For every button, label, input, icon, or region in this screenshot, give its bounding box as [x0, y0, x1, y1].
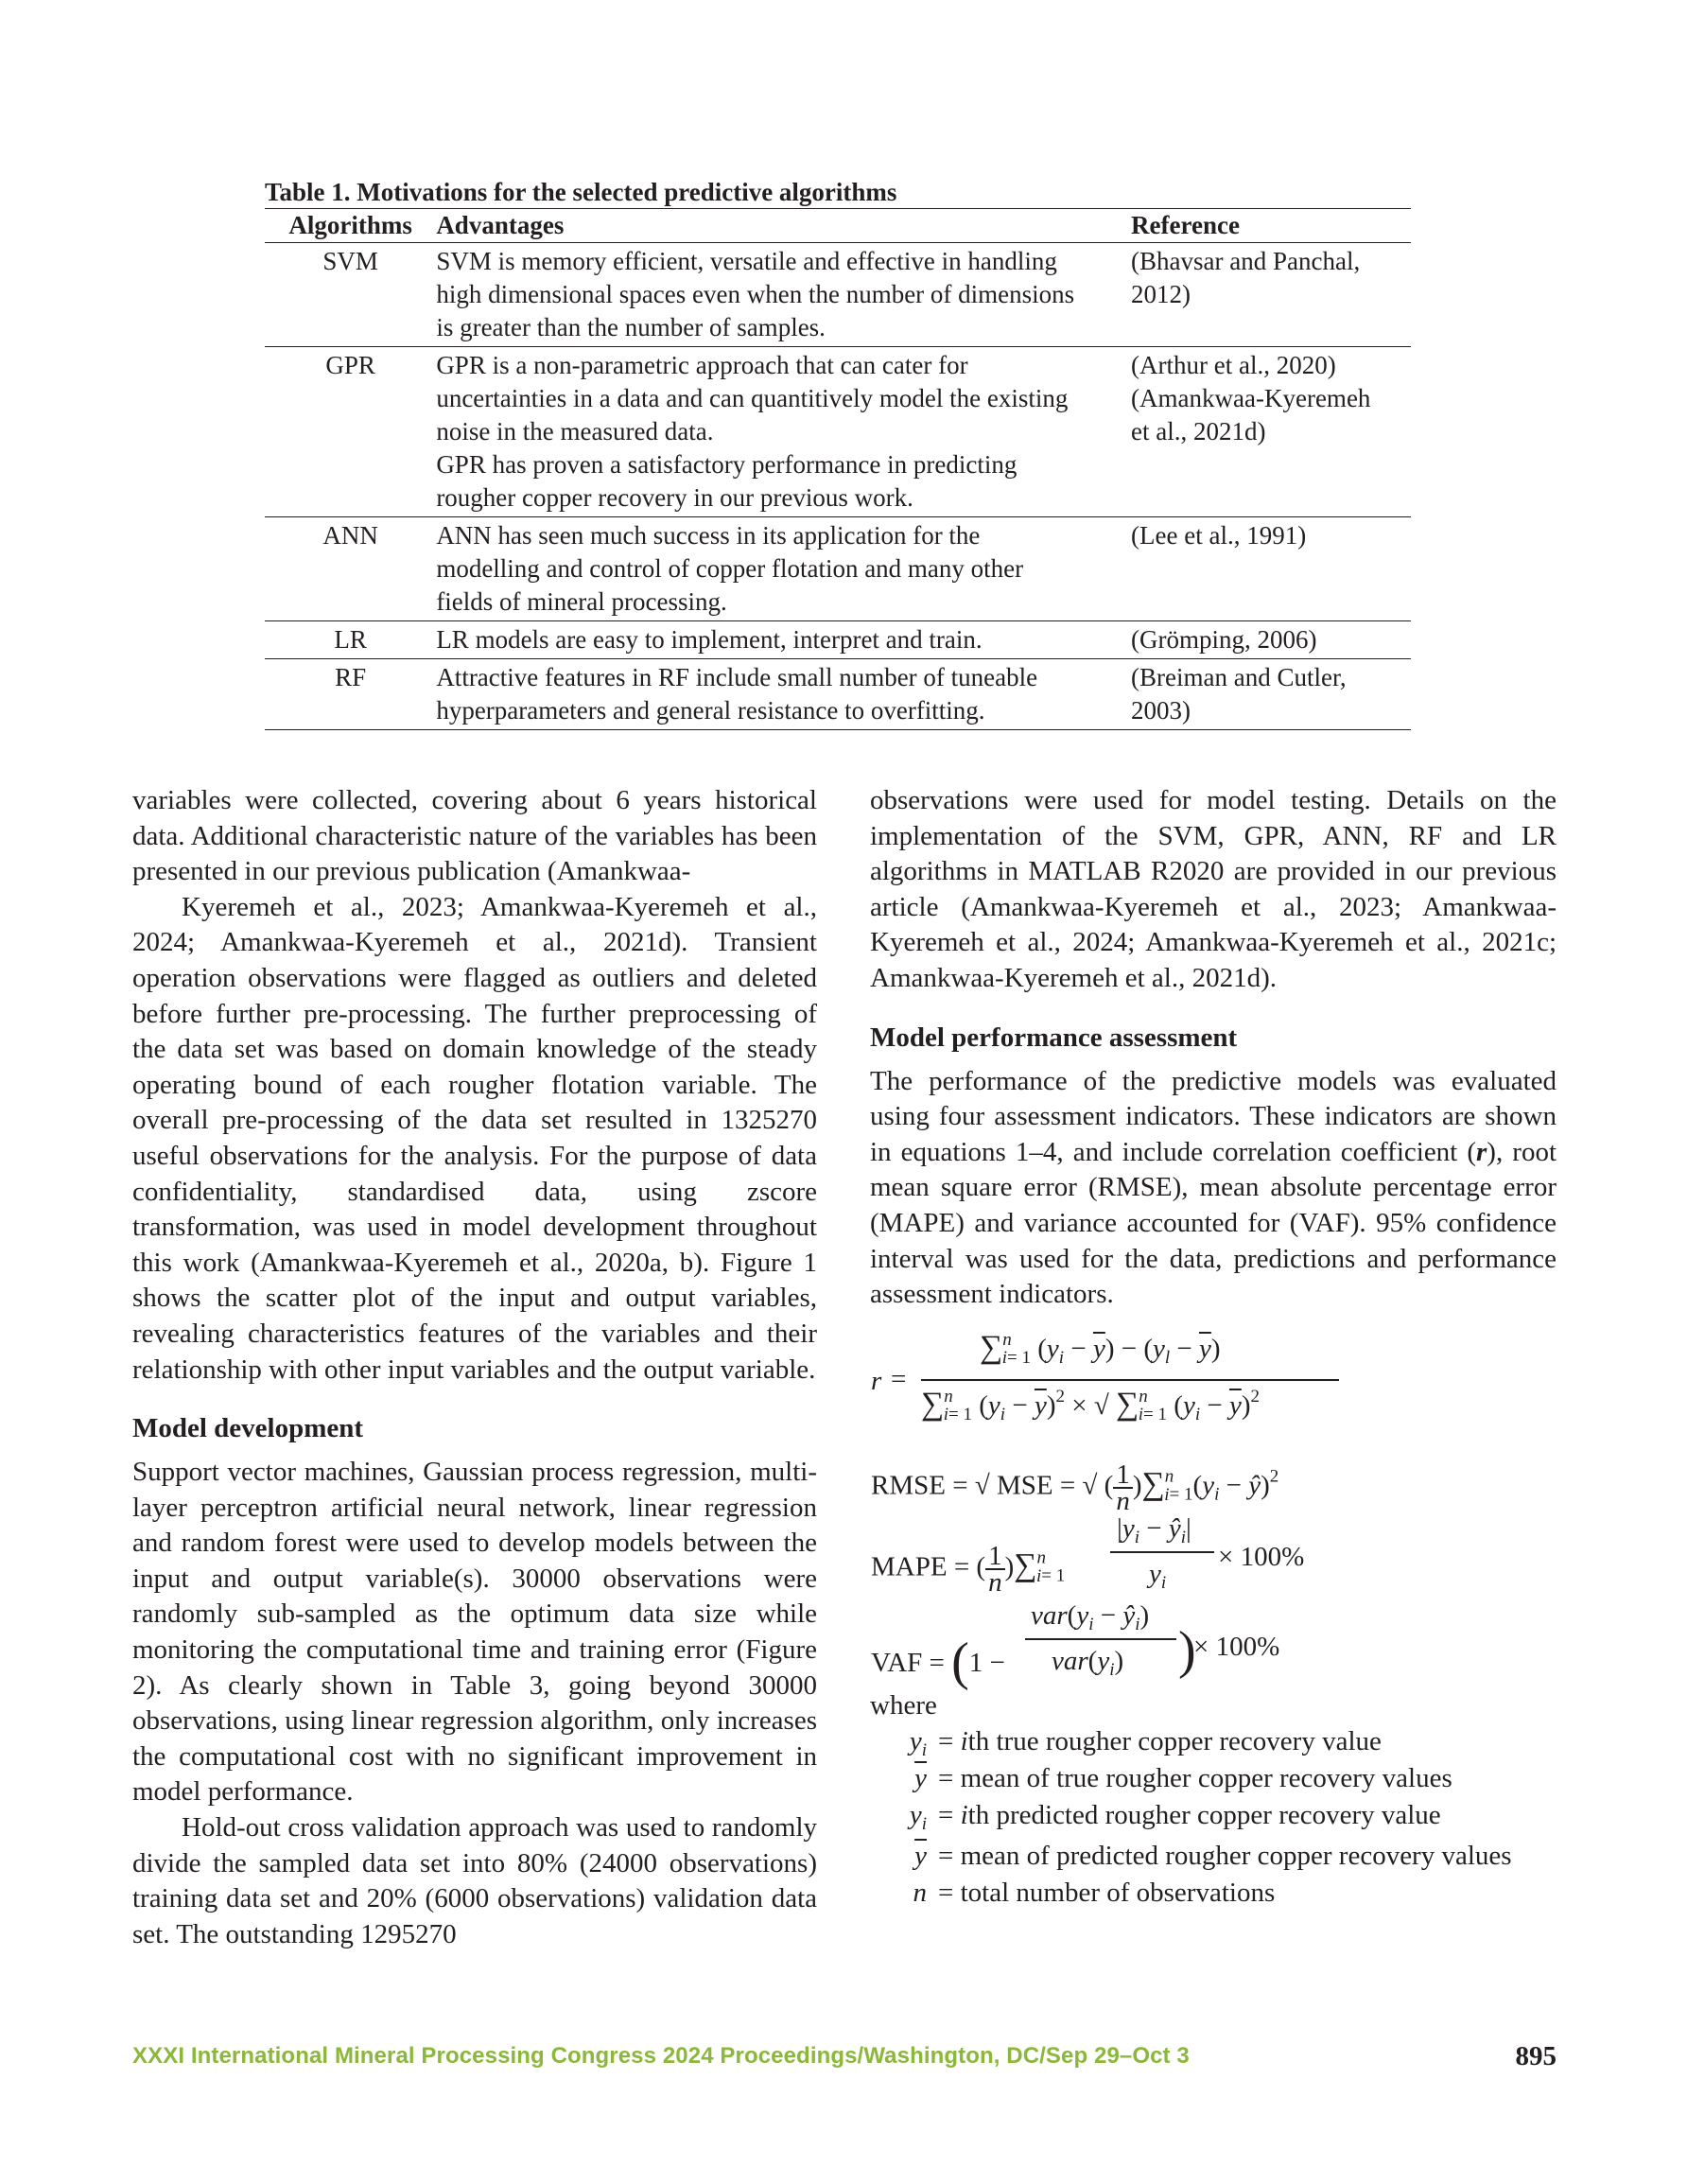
- footer-conference-text: XXXI International Mineral Processing Congress 2024 Proceedings/Washington, DC/Sep 29–Oct 3: [132, 2043, 1190, 2069]
- left-column: [132, 783, 817, 1952]
- eq-vaf-hundred: × 100%: [1193, 1632, 1280, 1662]
- eq-vaf-label: VAF: [871, 1648, 923, 1678]
- where-symbol: y: [909, 1800, 922, 1830]
- reference-line: (Amankwaa-Kyeremeh: [1131, 384, 1371, 412]
- table-row: [265, 517, 1411, 621]
- table-header-row: [265, 209, 1411, 243]
- reference-line: (Bhavsar and Panchal,: [1131, 247, 1361, 275]
- algorithms-table: [265, 208, 1411, 730]
- advantages-line: modelling and control of copper flotation and many other: [436, 554, 1024, 583]
- advantages-line: noise in the measured data.: [436, 417, 714, 446]
- eq-rmse-label: RMSE: [871, 1470, 946, 1501]
- where-description: mean of true rougher copper recovery values: [960, 1763, 1452, 1793]
- advantages-line: LR models are easy to implement, interpret and train.: [436, 625, 983, 654]
- where-subscript: i: [921, 1814, 927, 1834]
- right-column: [870, 783, 1557, 1313]
- advantages-line: rougher copper recovery in our previous work.: [436, 483, 913, 512]
- advantages-line: GPR has proven a satisfactory performance in predicting: [436, 450, 1017, 479]
- reference-line: (Breiman and Cutler,: [1131, 663, 1347, 691]
- reference-line: et al., 2021d): [1131, 417, 1266, 446]
- paragraph: Kyeremeh et al., 2023; Amankwaa-Kyeremeh et al., 2024; Amankwaa-Kyeremeh et al., 2021d). Transient operation observations were flagged as outliers and deleted before further pre-processing. The further preprocessing of the data set was based on domain knowledge of the steady operating bound of each rougher flotation variable. The overall pre-processing of the data set resulted in 1325270 useful observations for the analysis. For the purpose of data confidentiality, standardised data, using zscore transformation, was used in model development throughout this work (Amankwaa-Kyeremeh et al., 2020a, b). Figure 1 shows the scatter plot of the input and output variables, revealing characteristics features of the variables and their relationship with other input variables and the output variable.: [132, 891, 817, 1385]
- where-symbol: $\overline{y}$: [914, 1841, 927, 1871]
- col-header-algorithms: Algorithms: [288, 211, 412, 239]
- where-description: total number of observations: [960, 1878, 1276, 1908]
- reference-line: (Lee et al., 1991): [1131, 521, 1307, 550]
- cell-algorithm: SVM: [322, 247, 378, 275]
- table-row: [265, 243, 1411, 347]
- cell-advantages: [436, 347, 1122, 517]
- page-footer: [132, 2043, 1557, 2073]
- reference-line: 2012): [1131, 280, 1191, 308]
- eq-r-numerator: ∑$^n_{i= 1}$ $(y_i - \overline{y}) - (y_l - \overline{y})$: [980, 1330, 1221, 1368]
- eq-r-denominator: ∑$^n_{i= 1}$ $(y_i - \overline{y})^2$ × √ ∑$^n_{i= 1}$ $(y_i - \overline{y})^2$: [921, 1387, 1260, 1424]
- where-symbol: $\overline{y}$: [914, 1763, 927, 1793]
- where-desc-italic: i: [960, 1726, 968, 1756]
- paragraph: Support vector machines, Gaussian process regression, multi-layer perceptron artificial neural network, linear regression and random forest were used to develop models between the input and output variable(s). 30000 observations were randomly sub-sampled as the optimum data size while monitoring the computational time and training error (Figure 2). As clearly shown in Table 3, going beyond 30000 observations, using linear regression algorithm, only increases the computational cost with no significant improvement in model performance.: [132, 1457, 817, 1808]
- cell-reference: [1122, 243, 1411, 347]
- where-desc-italic: i: [960, 1800, 968, 1830]
- paragraph: observations were used for model testing. Details on the implementation of the SVM, GPR, ANN, RF and LR algorithms in MATLAB R2020 are provided in our previous article (Amankwaa-Kyeremeh et al., 2023; Amankwaa-Kyeremeh et al., 2024; Amankwaa-Kyeremeh et al., 2021c; Amankwaa-Kyeremeh et al., 2021d).: [870, 785, 1557, 993]
- eq-var-numerator: var: [1031, 1600, 1068, 1631]
- table-row: [265, 347, 1411, 517]
- paragraph: Hold-out cross validation approach was used to randomly divide the sampled data set into 80% (24000 observations) training data set and 20% (6000 observations) validation data set. The outstanding 1295270: [132, 1812, 817, 1949]
- advantages-line: SVM is memory efficient, versatile and effective in handling: [436, 247, 1057, 275]
- page-number: 895: [1515, 2041, 1557, 2071]
- cell-reference: [1122, 659, 1411, 730]
- cell-algorithm: GPR: [325, 351, 375, 379]
- reference-line: 2003): [1131, 696, 1191, 725]
- advantages-line: is greater than the number of samples.: [436, 313, 826, 341]
- eq-var-denominator: var: [1052, 1646, 1088, 1676]
- cell-advantages: [436, 517, 1122, 621]
- paragraph: variables were collected, covering about 6 years historical data. Additional characteristic nature of the variables has been presented in our previous publication (Amankwaa-: [132, 785, 817, 887]
- eq-mape-label: MAPE: [871, 1551, 948, 1582]
- cell-reference: [1122, 347, 1411, 517]
- advantages-line: GPR is a non-parametric approach that can cater for: [436, 351, 968, 379]
- where-description: mean of predicted rougher copper recovery values: [960, 1841, 1512, 1871]
- text-run: The performance of the predictive models was evaluated using four assessment indicators. These indicators are shown in equations 1–4, and include correlation coefficient (: [870, 1065, 1557, 1167]
- col-header-reference: Reference: [1131, 211, 1240, 239]
- cell-advantages: [436, 621, 1122, 659]
- table-row: [265, 659, 1411, 730]
- where-label: where: [870, 1690, 937, 1721]
- advantages-line: Attractive features in RF include small number of tuneable: [436, 663, 1038, 691]
- col-header-advantages: Advantages: [436, 211, 565, 239]
- section-heading-model-performance: Model performance assessment: [870, 1022, 1238, 1053]
- where-description: th predicted rougher copper recovery value: [967, 1800, 1441, 1830]
- reference-line: (Grömping, 2006): [1131, 625, 1317, 654]
- advantages-line: high dimensional spaces even when the number of dimensions: [436, 280, 1075, 308]
- advantages-line: uncertainties in a data and can quantitively model the existing: [436, 384, 1069, 412]
- where-subscript: i: [921, 1740, 927, 1760]
- cell-algorithm: ANN: [322, 521, 378, 550]
- table-1: [265, 176, 1411, 730]
- table-row: [265, 621, 1411, 659]
- table-caption: Table 1. Motivations for the selected predictive algorithms: [265, 178, 897, 206]
- advantages-line: fields of mineral processing.: [436, 587, 727, 616]
- where-symbol: n: [913, 1878, 927, 1908]
- advantages-line: ANN has seen much success in its application for the: [436, 521, 981, 550]
- cell-algorithm: RF: [335, 663, 367, 691]
- r-symbol: r: [1476, 1136, 1487, 1167]
- cell-advantages: [436, 659, 1122, 730]
- eq-r-lhs: r: [871, 1366, 882, 1396]
- paragraph: [870, 1064, 1557, 1313]
- cell-reference: [1122, 621, 1411, 659]
- where-symbol: y: [909, 1726, 922, 1756]
- cell-reference: [1122, 517, 1411, 621]
- cell-advantages: [436, 243, 1122, 347]
- text-run: ), root mean square error (RMSE), mean absolute percentage error (MAPE) and variance accounted for (VAF). 95% confidence interval was used for the data, predictions and performance assessment indicators.: [870, 1136, 1557, 1310]
- eq-mse-label: MSE: [997, 1470, 1053, 1501]
- section-heading-model-development: Model development: [132, 1413, 364, 1444]
- advantages-line: hyperparameters and general resistance to overfitting.: [436, 696, 985, 725]
- eq-mape-hundred: × 100%: [1218, 1542, 1305, 1572]
- where-description: th true rougher copper recovery value: [967, 1726, 1382, 1756]
- reference-line: (Arthur et al., 2020): [1131, 351, 1336, 379]
- cell-algorithm: LR: [334, 625, 367, 654]
